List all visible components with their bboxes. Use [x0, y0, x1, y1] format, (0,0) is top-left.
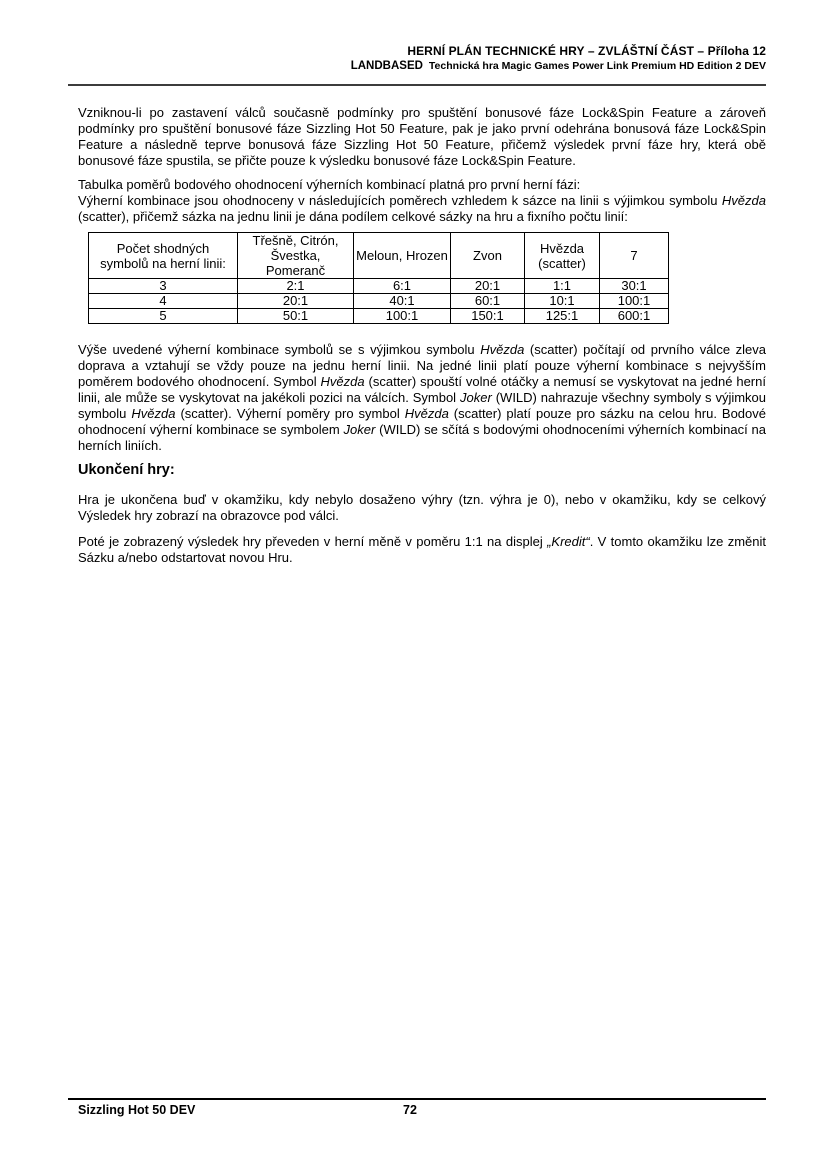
header-game-name: Technická hra Magic Games Power Link Premium HD Edition 2 DEV [428, 60, 766, 72]
paytable-cell: 600:1 [600, 309, 669, 324]
heading-game-end: Ukončení hry: [78, 462, 175, 478]
paragraph-table-intro-line1: Tabulka poměrů bodového ohodnocení výherních kombinací platná pro první herní fázi: [78, 177, 581, 192]
paytable-row-4 [89, 294, 669, 309]
paytable-row-3 [89, 279, 669, 294]
text-segment: Joker [343, 422, 376, 437]
text-segment: (scatter) počítají od prvního válce zleva doprava a vztahují se vždy pouze na jednu herní linii. Na jedné linii platí pouze výherní kombinace s nejvyšším poměrem bodového ohodnocení. Symbol [78, 342, 766, 389]
paytable-cell: 40:1 [354, 294, 451, 309]
paytable-col-bell: Zvon [451, 233, 525, 279]
paragraph-table-intro-line2 [78, 193, 766, 225]
paytable-col-melon-grape: Meloun, Hrozen [354, 233, 451, 279]
text-segment: Hvězda [320, 374, 365, 389]
text-segment: . V tomto okamžiku lze změnit Sázku a/nebo odstartovat novou Hru. [78, 534, 766, 565]
paragraph-bonus-order: Vzniknou-li po zastavení válců současně podmínky pro spuštění bonusové fáze Lock&Spin Feature a zároveň podmínky pro spuštění bonusové fáze Sizzling Hot 50 Feature, pak je jako první odehrána bonusová fáze Lock&Spin Feature a následně teprve bonusová fáze Sizzling Hot 50 Feature, přičemž výsledek první fáze hry, která obě bonusové fáze spustila, se přičte pouze k výsledku bonusové fáze Lock&Spin Feature. [78, 105, 766, 168]
paytable-cell: 2:1 [238, 279, 354, 294]
paytable-cell: 10:1 [525, 294, 600, 309]
paytable-cell: 125:1 [525, 309, 600, 324]
paragraph-result-credit [78, 534, 766, 566]
paytable-header-row [89, 233, 669, 279]
paytable-cell: 3 [89, 279, 238, 294]
footer-game-title: Sizzling Hot 50 DEV [78, 1103, 196, 1117]
paytable-cell: 100:1 [600, 294, 669, 309]
text-segment: (scatter). Výherní poměry pro symbol [175, 406, 405, 421]
text-segment: (WILD) nahrazuje všechny symboly s výjimkou symbolu [78, 390, 767, 421]
page-content [78, 0, 766, 566]
text-segment: Hvězda [721, 193, 766, 208]
paragraph-winning-combinations [78, 342, 766, 454]
paytable-cell: 5 [89, 309, 238, 324]
text-segment: „Kredit“ [547, 534, 590, 549]
paytable-cell: 20:1 [238, 294, 354, 309]
paytable-cell: 150:1 [451, 309, 525, 324]
page-footer [68, 1098, 766, 1117]
paytable-cell: 1:1 [525, 279, 600, 294]
text-segment: Poté je zobrazený výsledek hry převeden v herní měně v poměru 1:1 na displej [78, 534, 548, 549]
paytable-cell: 100:1 [354, 309, 451, 324]
paytable-cell: 6:1 [354, 279, 451, 294]
paytable-col-star-scatter: Hvězda (scatter) [525, 233, 600, 279]
paytable-cell: 30:1 [600, 279, 669, 294]
text-segment: (scatter) platí pouze pro sázku na celou hru. Bodové ohodnocení výherní kombinace se symbolem [78, 406, 766, 437]
paytable-col-symbol-count: Počet shodných symbolů na herní linii: [89, 233, 238, 279]
text-segment: Hvězda [404, 406, 449, 421]
header-title: HERNÍ PLÁN TECHNICKÉ HRY – ZVLÁŠTNÍ ČÁST – Příloha 12 [407, 44, 766, 58]
paytable-cell: 60:1 [451, 294, 525, 309]
paytable-row-5 [89, 309, 669, 324]
paytable-cell: 50:1 [238, 309, 354, 324]
text-segment: Joker [460, 390, 492, 405]
text-segment: (WILD) se sčítá s bodovými ohodnoceními výherních kombinací na herních liniích. [78, 422, 766, 453]
text-segment: Hvězda [480, 342, 525, 357]
paytable-col-seven: 7 [600, 233, 669, 279]
header-divider [68, 84, 766, 86]
text-segment: Hvězda [131, 406, 176, 421]
text-segment: Výherní kombinace jsou ohodnoceny v následujících poměrech vzhledem k sázce na linii s výjimkou symbolu [78, 193, 722, 208]
paytable-cell: 4 [89, 294, 238, 309]
page-header [78, 44, 766, 86]
paytable [88, 232, 669, 324]
text-segment: (scatter) spouští volné otáčky a nemusí se vyskytovat na jedné herní linii, ale může se vyskytovat na jakékoli pozici na válcích. Symbol [78, 374, 766, 405]
paytable-col-fruits: Třešně, Citrón, Švestka, Pomeranč [238, 233, 354, 279]
footer-page-number: 72 [403, 1103, 417, 1117]
paytable-cell: 20:1 [451, 279, 525, 294]
header-subtitle-line [78, 60, 766, 73]
text-segment: Výše uvedené výherní kombinace symbolů se s výjimkou symbolu [78, 342, 481, 357]
text-segment: (scatter), přičemž sázka na jednu linii je dána podílem celkové sázky na hru a fixního počtu linií: [78, 209, 628, 224]
header-landbased-label: LANDBASED [350, 60, 423, 72]
paragraph-game-end: Hra je ukončena buď v okamžiku, kdy nebylo dosaženo výhry (tzn. výhra je 0), nebo v okamžiku, kdy se celkový Výsledek hry zobrazí na obrazovce pod válci. [78, 492, 766, 523]
